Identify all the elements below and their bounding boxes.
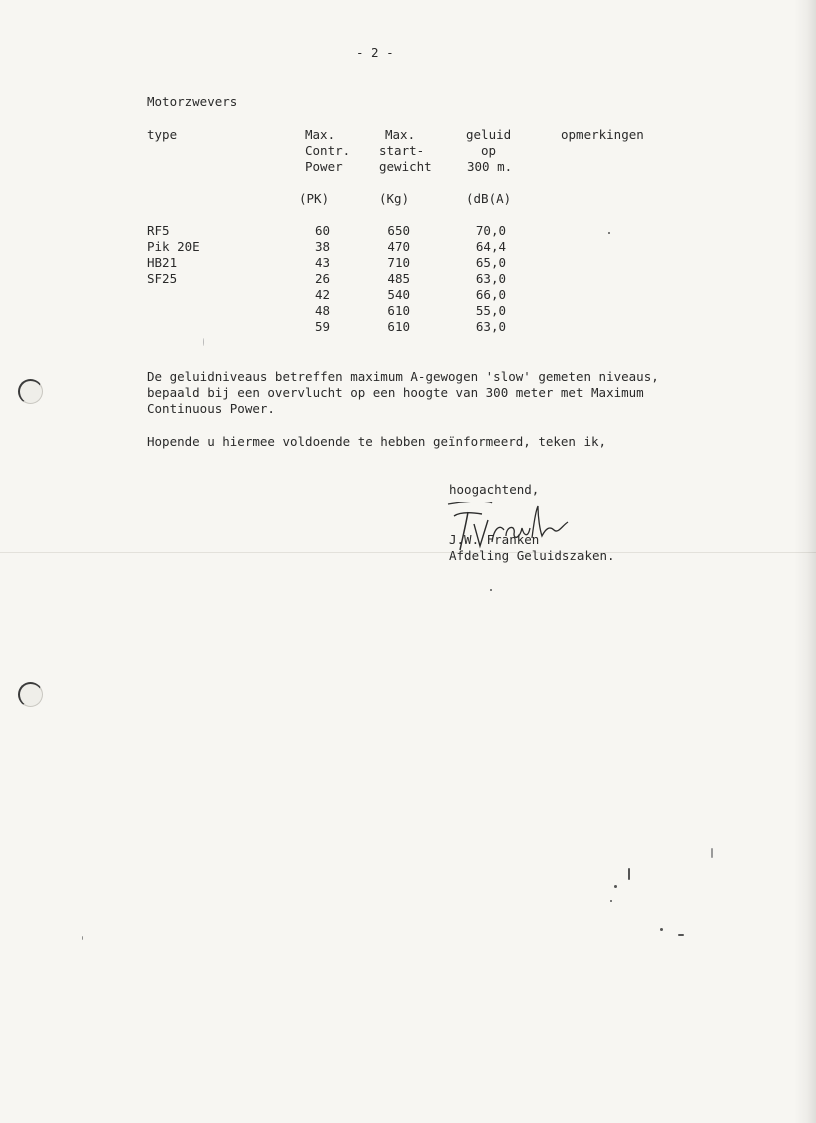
- row-7-power: 59: [314, 319, 330, 334]
- row-6-weight: 610: [387, 303, 410, 318]
- row-3-weight: 710: [387, 255, 410, 270]
- row-4-noise: 63,0: [475, 271, 506, 286]
- paper-speck: [82, 936, 83, 940]
- header-power-line3: Power: [305, 159, 343, 174]
- paper-speck: [203, 338, 204, 346]
- unit-noise: (dB(A): [466, 191, 512, 206]
- paragraph2: Hopende u hiermee voldoende te hebben geïnformeerd, teken ik,: [147, 434, 607, 449]
- header-noise-line2: op: [481, 143, 497, 158]
- row-3-noise: 65,0: [475, 255, 506, 270]
- row-4-power: 26: [314, 271, 330, 286]
- paragraph1-line3: Continuous Power.: [147, 401, 275, 416]
- row-5-weight: 540: [387, 287, 410, 302]
- page-number: - 2 -: [356, 45, 394, 60]
- closing-text: hoogachtend,: [449, 482, 540, 497]
- header-weight-line2: start-: [379, 143, 425, 158]
- paragraph1-line2: bepaald bij een overvlucht op een hoogte van 300 meter met Maximum: [147, 385, 644, 400]
- row-1-noise: 70,0: [475, 223, 506, 238]
- header-weight-line1: Max.: [385, 127, 416, 142]
- paper-fold-line: [0, 552, 816, 553]
- header-power-line2: Contr.: [305, 143, 351, 158]
- paper-speck: [628, 868, 630, 880]
- row-7-weight: 610: [387, 319, 410, 334]
- row-4-type: SF25: [147, 271, 178, 286]
- row-1-type: RF5: [147, 223, 170, 238]
- header-noise-line3: 300 m.: [467, 159, 513, 174]
- unit-weight: (Kg): [379, 191, 410, 206]
- punch-hole-bottom: [18, 682, 43, 707]
- paper-speck: [614, 885, 617, 888]
- row-2-power: 38: [314, 239, 330, 254]
- header-remarks: opmerkingen: [561, 127, 644, 142]
- row-6-power: 48: [314, 303, 330, 318]
- department: Afdeling Geluidszaken.: [449, 548, 615, 563]
- row-6-noise: 55,0: [475, 303, 506, 318]
- paper-speck: [660, 928, 663, 931]
- paper-speck: [608, 232, 610, 234]
- row-5-noise: 66,0: [475, 287, 506, 302]
- row-1-weight: 650: [387, 223, 410, 238]
- row-3-type: HB21: [147, 255, 178, 270]
- paper-edge-shadow: [794, 0, 816, 1123]
- row-2-weight: 470: [387, 239, 410, 254]
- signer-name: J.W. Franken: [449, 532, 540, 547]
- paper-speck: [490, 589, 492, 591]
- paper-speck: [678, 934, 684, 936]
- unit-power: (PK): [299, 191, 330, 206]
- header-type: type: [147, 127, 178, 142]
- row-5-power: 42: [314, 287, 330, 302]
- header-noise-line1: geluid: [466, 127, 512, 142]
- row-2-noise: 64,4: [475, 239, 506, 254]
- paragraph1-line1: De geluidniveaus betreffen maximum A-gewogen 'slow' gemeten niveaus,: [147, 369, 659, 384]
- row-4-weight: 485: [387, 271, 410, 286]
- header-weight-line3: gewicht: [379, 159, 432, 174]
- paper-speck: [711, 848, 713, 858]
- header-power-line1: Max.: [305, 127, 336, 142]
- row-2-type: Pik 20E: [147, 239, 200, 254]
- row-1-power: 60: [314, 223, 330, 238]
- row-3-power: 43: [314, 255, 330, 270]
- section-heading: Motorzwevers: [147, 94, 238, 109]
- row-7-noise: 63,0: [475, 319, 506, 334]
- paper-speck: [610, 900, 612, 902]
- punch-hole-top: [18, 379, 43, 404]
